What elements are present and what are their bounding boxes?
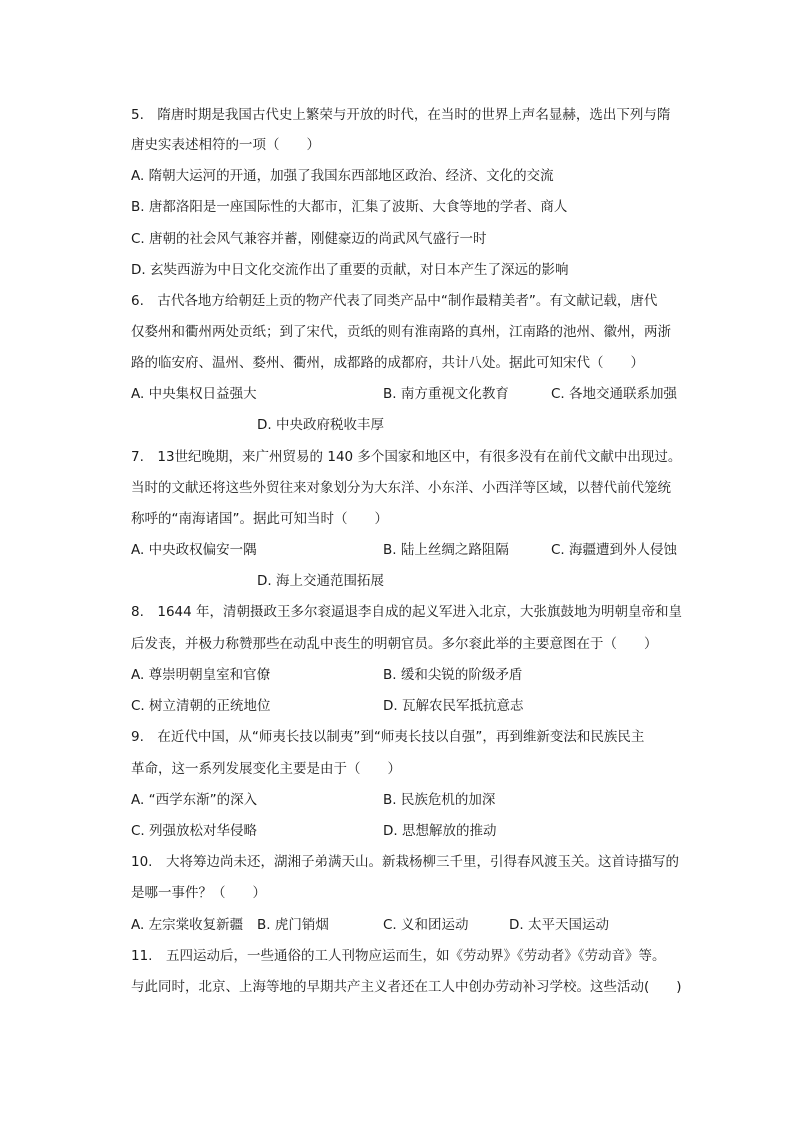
q10-stem-line-1: 10. 大将筹边尚未还，湖湘子弟满天山。新栽杨柳三千里，引得春风渡玉关。这首诗描写的 bbox=[131, 854, 679, 870]
q8-stem-line-2: 后发丧，并极力称赞那些在动乱中丧生的明朝官员。多尔衮此举的主要意图在于（ ） bbox=[131, 636, 658, 652]
q8-option-b: B. 缓和尖锐的阶级矛盾 bbox=[383, 667, 523, 683]
q5-option-d: D. 玄奘西游为中日文化交流作出了重要的贡献，对日本产生了深远的影响 bbox=[131, 262, 569, 278]
q6-stem-line-2: 仅婺州和衢州两处贡纸；到了宋代，贡纸的则有淮南路的真州，江南路的池州、徽州，两浙 bbox=[131, 324, 671, 340]
q7-option-d: D. 海上交通范围拓展 bbox=[257, 573, 384, 589]
q11-stem-line-2: 与此同时，北京、上海等地的早期共产主义者还在工人中创办劳动补习学校。这些活动( ) bbox=[131, 979, 682, 995]
q6-option-c: C. 各地交通联系加强 bbox=[551, 386, 678, 402]
q5-stem-line-1: 5. 隋唐时期是我国古代史上繁荣与开放的时代，在当时的世界上声名显赫，选出下列与隋 bbox=[131, 107, 671, 123]
q10-option-b: B. 虎门销烟 bbox=[257, 917, 329, 933]
q7-stem-line-2: 当时的文献还将这些外贸往来对象划分为大东洋、小东洋、小西洋等区域，以替代前代笼统 bbox=[131, 480, 671, 496]
q5-option-a: A. 隋朝大运河的开通，加强了我国东西部地区政治、经济、文化的交流 bbox=[131, 168, 554, 184]
q9-option-d: D. 思想解放的推动 bbox=[383, 823, 497, 839]
q5-option-b: B. 唐都洛阳是一座国际性的大都市，汇集了波斯、大食等地的学者、商人 bbox=[131, 199, 568, 215]
q9-stem-line-2: 革命，这一系列发展变化主要是由于（ ） bbox=[131, 761, 401, 777]
q9-option-b: B. 民族危机的加深 bbox=[383, 792, 496, 808]
q6-option-d: D. 中央政府税收丰厚 bbox=[257, 417, 384, 433]
q8-option-c: C. 树立清朝的正统地位 bbox=[131, 698, 271, 714]
q8-option-a: A. 尊崇明朝皇室和官僚 bbox=[131, 667, 271, 683]
q7-stem-line-1: 7. 13世纪晚期，来广州贸易的 140 多个国家和地区中，有很多没有在前代文献中出现过。 bbox=[131, 449, 682, 465]
q6-stem-line-3: 路的临安府、温州、婺州、衢州，成都路的成都府，共计八处。据此可知宋代（ ） bbox=[131, 355, 644, 371]
q9-option-c: C. 列强放松对华侵略 bbox=[131, 823, 258, 839]
q10-option-d: D. 太平天国运动 bbox=[509, 917, 609, 933]
q5-stem-line-2: 唐史实表述相符的一项（ ） bbox=[131, 137, 320, 153]
q5-option-c: C. 唐朝的社会风气兼容并蓄，刚健豪迈的尚武风气盛行一时 bbox=[131, 231, 487, 247]
q11-stem-line-1: 11. 五四运动后，一些通俗的工人刊物应运而生，如《劳动界》《劳动者》《劳动音》等。 bbox=[131, 948, 666, 964]
q7-stem-line-3: 称呼的“南海诸国”。据此可知当时（ ） bbox=[131, 511, 388, 527]
q10-stem-line-2: 是哪一事件？（ ） bbox=[131, 885, 266, 901]
q7-option-c: C. 海疆遭到外人侵蚀 bbox=[551, 542, 678, 558]
q6-stem-line-1: 6. 古代各地方给朝廷上贡的物产代表了同类产品中“制作最精美者”。有文献记载，唐代 bbox=[131, 293, 658, 309]
q9-option-a: A. “西学东渐”的深入 bbox=[131, 792, 258, 808]
q7-option-a: A. 中央政权偏安一隅 bbox=[131, 542, 257, 558]
q8-stem-line-1: 8. 1644 年，清朝摄政王多尔衮逼退李自成的起义军进入北京，大张旗鼓地为明朝皇帝和皇 bbox=[131, 604, 683, 620]
q9-stem-line-1: 9. 在近代中国，从“师夷长技以制夷”到“师夷长技以自强”，再到维新变法和民族民主 bbox=[131, 729, 645, 745]
q7-option-b: B. 陆上丝绸之路阻隔 bbox=[383, 542, 509, 558]
q10-option-c: C. 义和团运动 bbox=[383, 917, 469, 933]
q8-option-d: D. 瓦解农民军抵抗意志 bbox=[383, 698, 524, 714]
q6-option-b: B. 南方重视文化教育 bbox=[383, 386, 509, 402]
q6-option-a: A. 中央集权日益强大 bbox=[131, 386, 257, 402]
q10-option-a: A. 左宗棠收复新疆 bbox=[131, 917, 244, 933]
